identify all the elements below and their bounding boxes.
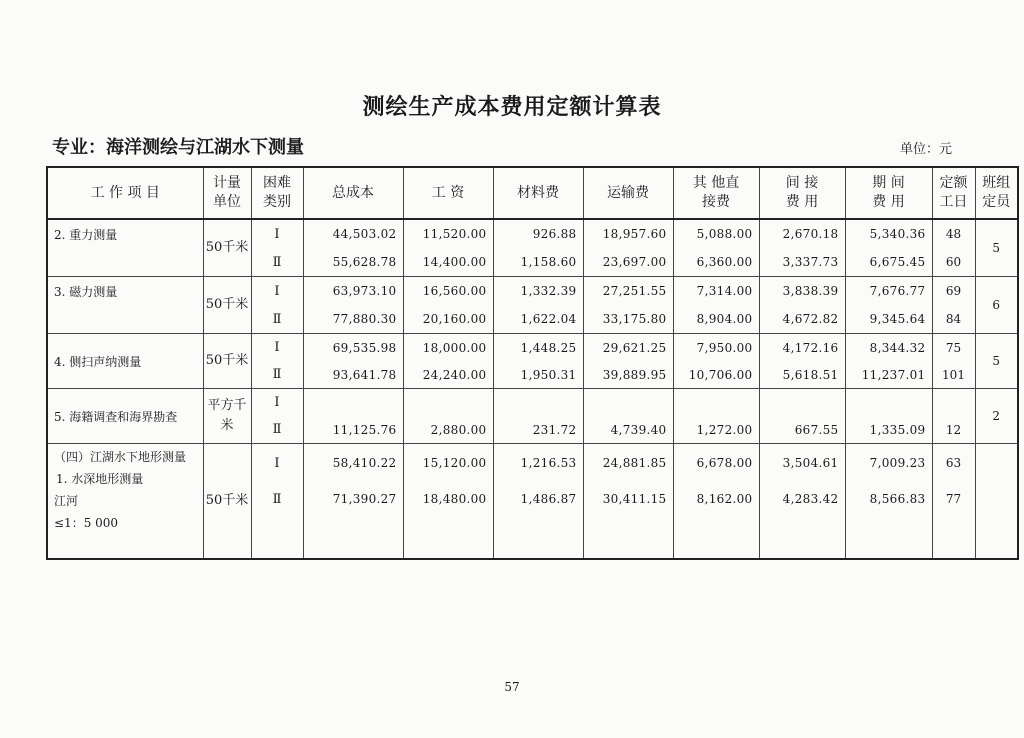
staff-cell: 2: [975, 389, 1018, 444]
class-cell: Ⅰ: [251, 444, 303, 483]
period-cell: 9,345.64: [845, 305, 932, 334]
period-cell: 5,340.36: [845, 219, 932, 248]
total-cell: 11,125.76: [303, 416, 403, 444]
period-cell: 8,344.32: [845, 334, 932, 362]
workdays-cell: 69: [932, 277, 975, 306]
header-item: 工 作 项 目: [47, 167, 203, 219]
total-cell: [303, 389, 403, 417]
transport-cell: 27,251.55: [583, 277, 673, 306]
class-cell: Ⅱ: [251, 361, 303, 389]
materials-cell: 1,486.87: [493, 482, 583, 559]
table-row: [47, 389, 1018, 417]
workdays-cell: 75: [932, 334, 975, 362]
total-cell: 93,641.78: [303, 361, 403, 389]
header-class: 困难类别: [251, 167, 303, 219]
item-cell: 4. 侧扫声纳测量: [47, 334, 203, 389]
other-cell: 8,904.00: [673, 305, 759, 334]
transport-cell: 4,739.40: [583, 416, 673, 444]
unit-note: 单位：元: [899, 142, 952, 157]
item-line-type: 江河: [54, 494, 79, 508]
unit-cell: 平方千米: [203, 389, 251, 444]
indirect-cell: 667.55: [759, 416, 845, 444]
workdays-cell: 101: [932, 361, 975, 389]
indirect-cell: 3,504.61: [759, 444, 845, 483]
header-transport: 运输费: [583, 167, 673, 219]
page-title: 测绘生产成本费用定额计算表: [362, 94, 662, 120]
header-staff: 班组定员: [975, 167, 1018, 219]
header-materials: 材料费: [493, 167, 583, 219]
other-cell: 7,314.00: [673, 277, 759, 306]
header-indirect: 间 接费 用: [759, 167, 845, 219]
workdays-cell: 63: [932, 444, 975, 483]
class-cell: Ⅰ: [251, 334, 303, 362]
header-total: 总成本: [303, 167, 403, 219]
header-unit: 计量单位: [203, 167, 251, 219]
total-cell: 58,410.22: [303, 444, 403, 483]
table-row: [47, 219, 1018, 248]
item-cell: 5. 海籍调查和海界勘查: [47, 389, 203, 444]
table-row: [47, 334, 1018, 362]
class-cell: Ⅱ: [251, 305, 303, 334]
class-cell: Ⅰ: [251, 277, 303, 306]
wages-cell: 16,560.00: [403, 277, 493, 306]
class-cell: Ⅱ: [251, 416, 303, 444]
other-cell: 6,678.00: [673, 444, 759, 483]
header-workdays: 定额工日: [932, 167, 975, 219]
item-line-subsection: 1. 水深地形测量: [56, 472, 144, 486]
wages-cell: 2,880.00: [403, 416, 493, 444]
indirect-cell: 4,172.16: [759, 334, 845, 362]
unit-cell: 50千米: [203, 219, 251, 277]
wages-cell: 20,160.00: [403, 305, 493, 334]
class-cell: Ⅱ: [251, 248, 303, 277]
materials-cell: 1,622.04: [493, 305, 583, 334]
indirect-cell: 3,838.39: [759, 277, 845, 306]
indirect-cell: 5,618.51: [759, 361, 845, 389]
item-cell: [47, 444, 203, 560]
wages-cell: 18,480.00: [403, 482, 493, 559]
other-cell: 8,162.00: [673, 482, 759, 559]
materials-cell: 231.72: [493, 416, 583, 444]
transport-cell: 33,175.80: [583, 305, 673, 334]
staff-cell: [975, 444, 1018, 560]
period-cell: 6,675.45: [845, 248, 932, 277]
class-cell: Ⅰ: [251, 389, 303, 417]
indirect-cell: 4,283.42: [759, 482, 845, 559]
workdays-cell: 48: [932, 219, 975, 248]
workdays-cell: 84: [932, 305, 975, 334]
period-cell: 8,566.83: [845, 482, 932, 559]
period-cell: 11,237.01: [845, 361, 932, 389]
other-cell: 6,360.00: [673, 248, 759, 277]
total-cell: 69,535.98: [303, 334, 403, 362]
item-line-scale: ≤1：5 000: [54, 516, 119, 530]
period-cell: [845, 389, 932, 417]
other-cell: 10,706.00: [673, 361, 759, 389]
materials-cell: 1,158.60: [493, 248, 583, 277]
period-cell: 7,676.77: [845, 277, 932, 306]
total-cell: 63,973.10: [303, 277, 403, 306]
materials-cell: [493, 389, 583, 417]
wages-cell: 24,240.00: [403, 361, 493, 389]
materials-cell: 926.88: [493, 219, 583, 248]
other-cell: [673, 389, 759, 417]
item-cell: 3. 磁力测量: [47, 277, 203, 334]
transport-cell: 18,957.60: [583, 219, 673, 248]
wages-cell: [403, 389, 493, 417]
indirect-cell: 3,337.73: [759, 248, 845, 277]
period-cell: 7,009.23: [845, 444, 932, 483]
unit-cell: 50千米: [203, 444, 251, 560]
subject-heading: 专业：海洋测绘与江湖水下测量: [52, 137, 304, 158]
indirect-cell: 4,672.82: [759, 305, 845, 334]
indirect-cell: 2,670.18: [759, 219, 845, 248]
materials-cell: 1,448.25: [493, 334, 583, 362]
workdays-cell: 77: [932, 482, 975, 559]
page-number: 57: [504, 680, 520, 694]
table-row: [47, 444, 1018, 483]
header-wages: 工 资: [403, 167, 493, 219]
wages-cell: 11,520.00: [403, 219, 493, 248]
class-cell: Ⅱ: [251, 482, 303, 559]
indirect-cell: [759, 389, 845, 417]
total-cell: 77,880.30: [303, 305, 403, 334]
header-period: 期 间费 用: [845, 167, 932, 219]
unit-cell: 50千米: [203, 334, 251, 389]
other-cell: 7,950.00: [673, 334, 759, 362]
materials-cell: 1,950.31: [493, 361, 583, 389]
transport-cell: 39,889.95: [583, 361, 673, 389]
materials-cell: 1,332.39: [493, 277, 583, 306]
total-cell: 55,628.78: [303, 248, 403, 277]
table-header-row: [47, 167, 1018, 219]
workdays-cell: 60: [932, 248, 975, 277]
staff-cell: 6: [975, 277, 1018, 334]
table-row: [47, 277, 1018, 306]
item-line-section: （四）江湖水下地形测量: [54, 450, 187, 464]
staff-cell: 5: [975, 334, 1018, 389]
workdays-cell: [932, 389, 975, 417]
wages-cell: 14,400.00: [403, 248, 493, 277]
staff-cell: 5: [975, 219, 1018, 277]
total-cell: 71,390.27: [303, 482, 403, 559]
workdays-cell: 12: [932, 416, 975, 444]
total-cell: 44,503.02: [303, 219, 403, 248]
item-cell: 2. 重力测量: [47, 219, 203, 277]
other-cell: 5,088.00: [673, 219, 759, 248]
transport-cell: 23,697.00: [583, 248, 673, 277]
transport-cell: 24,881.85: [583, 444, 673, 483]
wages-cell: 18,000.00: [403, 334, 493, 362]
cost-quota-table: [46, 166, 1019, 560]
transport-cell: [583, 389, 673, 417]
class-cell: Ⅰ: [251, 219, 303, 248]
wages-cell: 15,120.00: [403, 444, 493, 483]
other-cell: 1,272.00: [673, 416, 759, 444]
header-other-direct: 其 他直接费: [673, 167, 759, 219]
transport-cell: 30,411.15: [583, 482, 673, 559]
transport-cell: 29,621.25: [583, 334, 673, 362]
materials-cell: 1,216.53: [493, 444, 583, 483]
unit-cell: 50千米: [203, 277, 251, 334]
period-cell: 1,335.09: [845, 416, 932, 444]
